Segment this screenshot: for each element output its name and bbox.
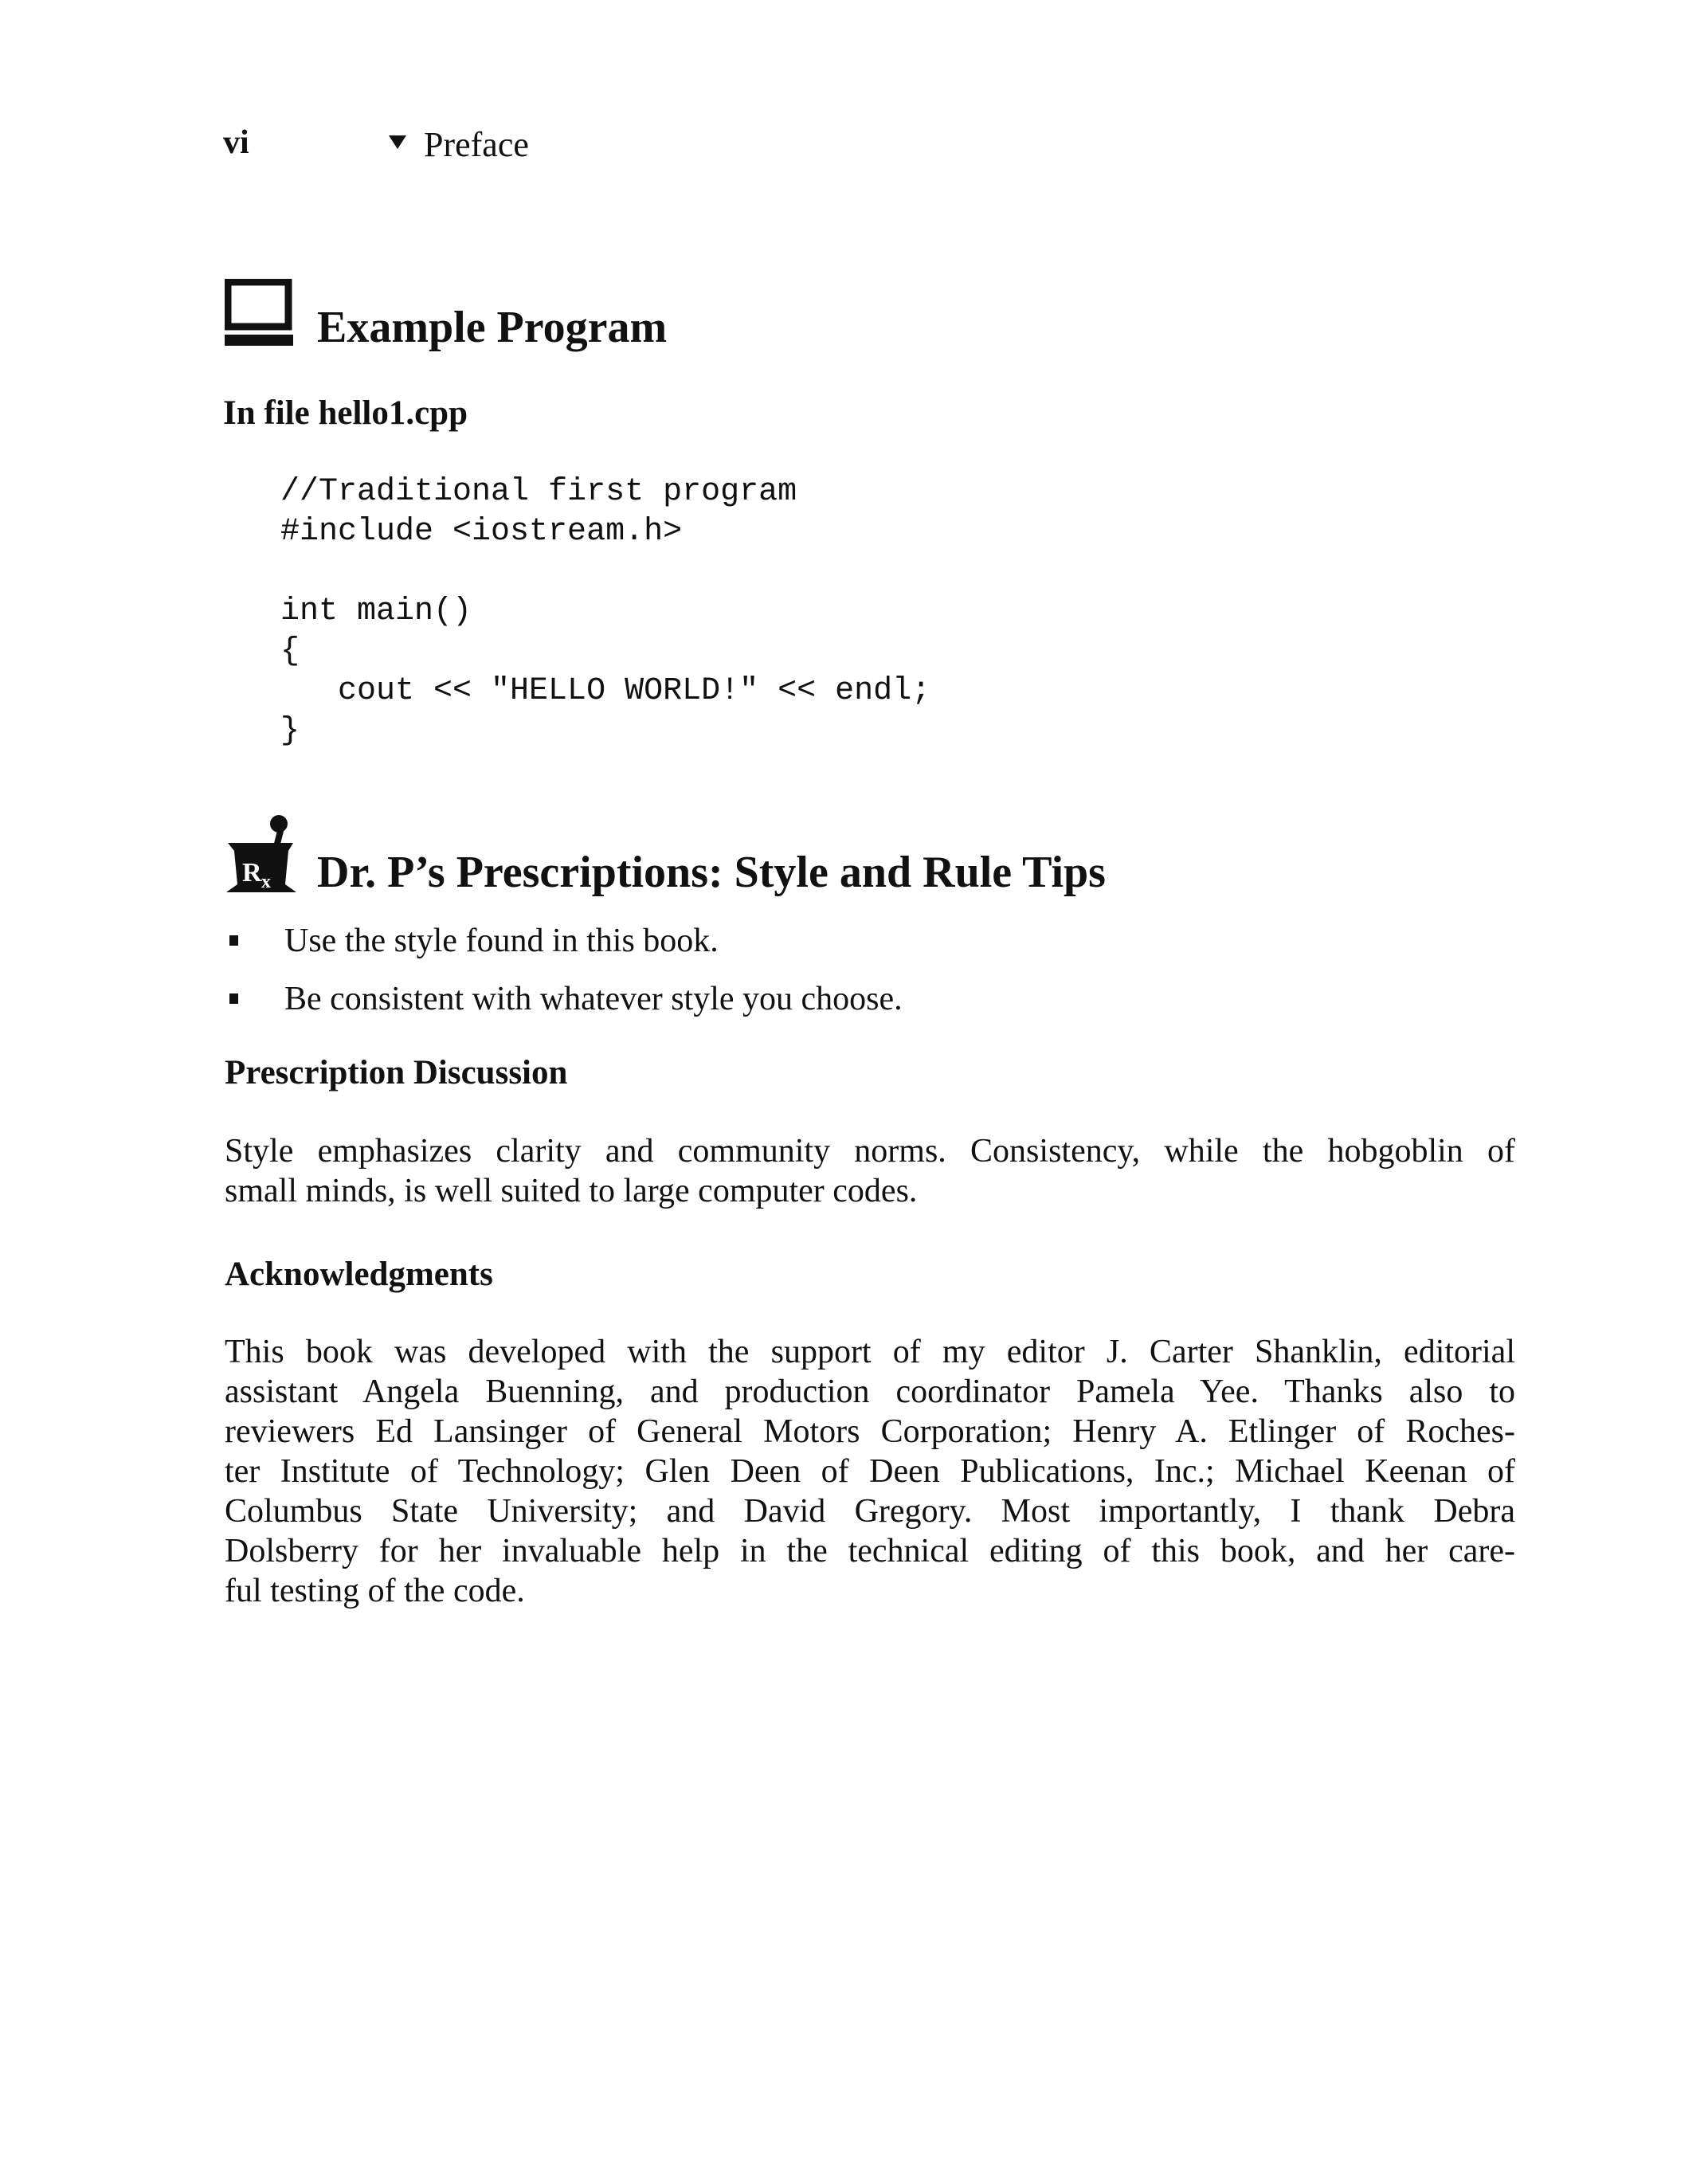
triangle-down-icon xyxy=(389,135,406,149)
code-block: //Traditional first program #include <iostream.h> int main() { cout << "HELLO WORLD!" << endl; } xyxy=(280,474,931,749)
running-title: Preface xyxy=(424,125,529,164)
rx-mortar-pestle-icon xyxy=(225,813,298,892)
paragraph-line: This book was developed with the support of my editor J. Carter Shanklin, editorial xyxy=(225,1334,1515,1370)
paragraph-line: small minds, is well suited to large computer codes. xyxy=(225,1173,918,1209)
computer-icon xyxy=(225,279,293,346)
bullet-text: Be consistent with whatever style you choose. xyxy=(284,981,903,1017)
bullet-icon xyxy=(229,935,238,946)
paragraph-line: reviewers Ed Lansinger of General Motors Corporation; Henry A. Etlinger of Roches- xyxy=(225,1413,1515,1450)
bullet-icon xyxy=(229,993,238,1004)
discussion-heading: Prescription Discussion xyxy=(225,1054,568,1091)
file-label: In file hello1.cpp xyxy=(223,394,468,432)
discussion-paragraph xyxy=(225,1131,1515,1211)
paragraph-line: Style emphasizes clarity and community norms. Consistency, while the hobgoblin of xyxy=(225,1133,1515,1170)
svg-text:x: x xyxy=(261,872,271,892)
example-program-heading: Example Program xyxy=(317,303,668,352)
acknowledgments-paragraph xyxy=(225,1332,1515,1611)
prescriptions-heading: Dr. P’s Prescriptions: Style and Rule Tips xyxy=(317,848,1106,897)
bullet-text: Use the style found in this book. xyxy=(284,923,719,959)
paragraph-line: ter Institute of Technology; Glen Deen of Deen Publications, Inc.; Michael Keenan of xyxy=(225,1453,1515,1490)
paragraph-line: Dolsberry for her invaluable help in the technical editing of this book, and her care- xyxy=(225,1533,1515,1569)
paragraph-line: ful testing of the code. xyxy=(225,1573,525,1609)
paragraph-line: assistant Angela Buenning, and production coordinator Pamela Yee. Thanks also to xyxy=(225,1373,1515,1410)
paragraph-line: Columbus State University; and David Gregory. Most importantly, I thank Debra xyxy=(225,1493,1515,1530)
acknowledgments-heading: Acknowledgments xyxy=(225,1256,493,1293)
page-number: vi xyxy=(223,124,249,161)
svg-text:R: R xyxy=(242,858,262,888)
